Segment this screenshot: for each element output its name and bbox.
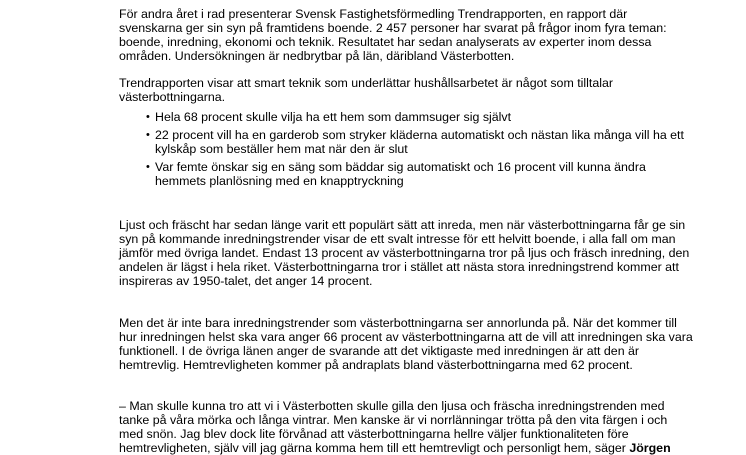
document-page xyxy=(119,7,694,455)
list-item-text: Var femte önskar sig en säng som bäddar sig automatiskt och 16 procent vill kunna ändra hemmets planlösning med en knapptryckning xyxy=(155,159,646,188)
list-item-text: 22 procent vill ha en garderob som stryker kläderna automatiskt och nästan lika många vill ha ett kylskåp som beställer hem mat när den är slut xyxy=(155,127,684,156)
bullet-icon: • xyxy=(146,110,150,123)
quote-speaker-name: Jörgen xyxy=(629,441,671,455)
intro-paragraph: För andra året i rad presenterar Svensk Fastighetsförmedling Trendrapporten, en rapport där svenskarna ger sin syn på framtidens boende. 2 457 personer har svarat på frågor inom fyra teman: boende, inredning, ekonomi och teknik. Resultatet har sedan analyserats av experter inom dessa områden. Undersökningen är nedbrytbar på län, däribland Västerbotten. xyxy=(119,7,667,64)
list-item-text: Hela 68 procent skulle vilja ha ett hem som dammsuger sig självt xyxy=(155,109,512,124)
trend-paragraph: Trendrapporten visar att smart teknik som underlättar hushållsarbetet är något som tilltalar västerbottningarna. xyxy=(119,76,614,105)
quote-text: – Man skulle kunna tro att vi i Västerbotten skulle gilla den ljusa och fräscha inredningstrenden med tanke på våra mörka och långa vintrar. Men kanske är vi norrlänningar trötta på den vita färgen i och med snön. Jag blev dock lite förvånad att västerbottningarna hellre väljer funktionaliteten före hemtrevligheten, själv vill jag gärna komma hem till ett hemtrevligt och personligt hem, säger xyxy=(119,398,668,455)
interior-trend-paragraph: Ljust och fräscht har sedan länge varit ett populärt sätt att inreda, men när västerbottningarna får ge sin syn på kommande inredningstrender visar de ett svalt intresse för ett helvitt boende, i alla fall om man jämför med övriga landet. Endast 13 procent av västerbottningarna tror på ljus och fräsch inredning, den andelen är lägst i hela riket. Västerbottningarna tror i stället att nästa stora inredningstrend kommer att inspireras av 1950-talet, det anger 14 procent. xyxy=(119,218,690,289)
functionality-paragraph: Men det är inte bara inredningstrender som västerbottningarna ser annorlunda på. När det kommer till hur inredningen helst ska vara anger 66 procent av västerbottningarna att de vill att inredningen ska vara funktionell. I de övriga länen anger de svarande att det viktigaste med inredningen är att den är hemtrevlig. Hemtrevligheten kommer på andraplats bland västerbottningarna med 62 procent. xyxy=(119,315,693,372)
quote-paragraph xyxy=(119,399,694,455)
list-item xyxy=(119,160,694,188)
bullet-list xyxy=(119,110,694,188)
list-item xyxy=(119,128,694,156)
bullet-icon: • xyxy=(146,160,150,173)
bullet-icon: • xyxy=(146,128,150,141)
list-item xyxy=(119,110,694,124)
